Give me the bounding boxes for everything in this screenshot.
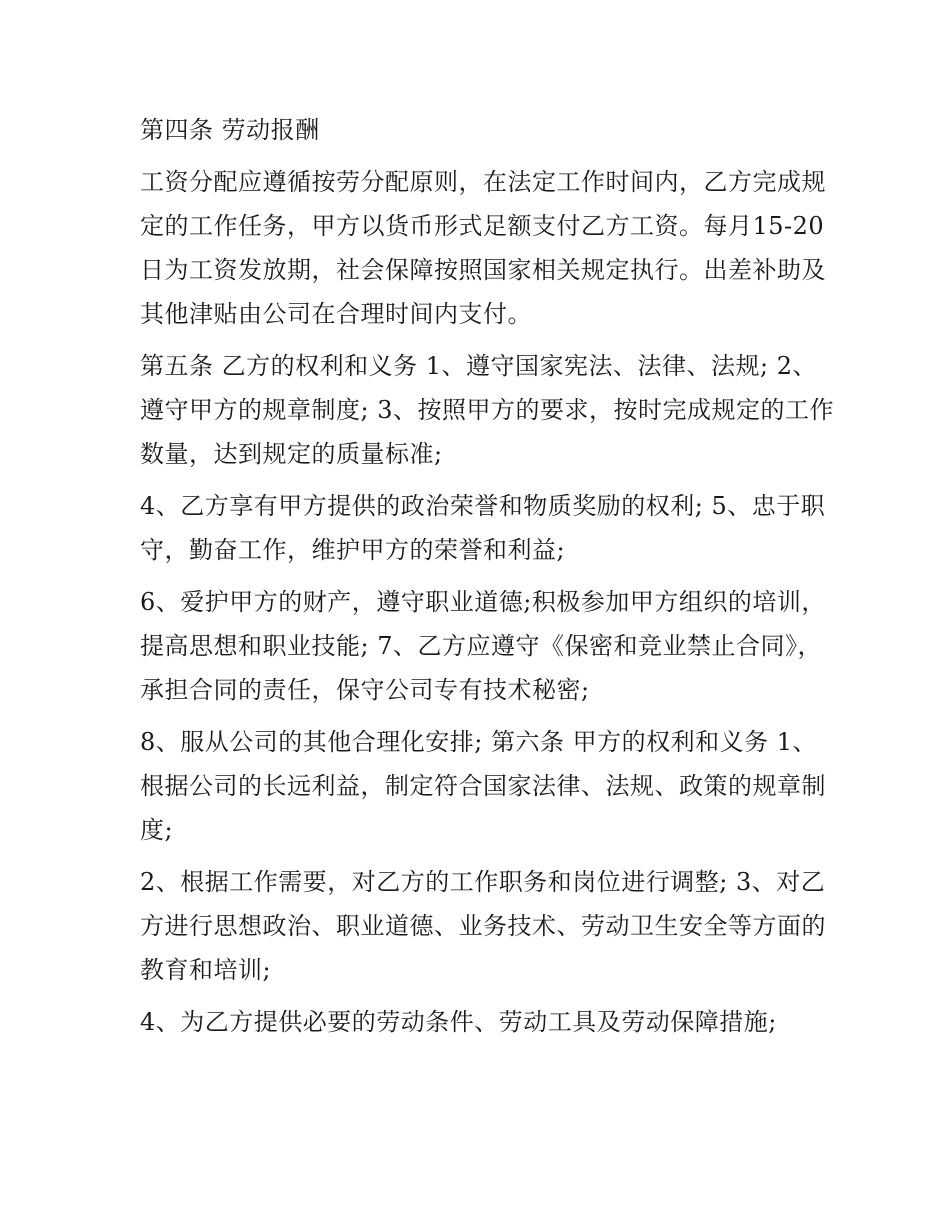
- paragraph: 4、为乙方提供必要的劳动条件、劳动工具及劳动保障措施;: [140, 1008, 777, 1036]
- paragraph: 8、服从公司的其他合理化安排; 第六条 甲方的权利和义务 1、根据公司的长远利益，制定符合国家法律、法规、政策的规章制度;: [140, 728, 826, 844]
- paragraph: 4、乙方享有甲方提供的政治荣誉和物质奖励的权利; 5、忠于职守，勤奋工作，维护甲方的荣誉和利益;: [140, 492, 826, 564]
- article-heading: 第四条 劳动报酬: [140, 116, 320, 144]
- paragraph: 第五条 乙方的权利和义务 1、遵守国家宪法、法律、法规; 2、遵守甲方的规章制度; 3、按照甲方的要求，按时完成规定的工作数量，达到规定的质量标准;: [140, 352, 834, 468]
- document-page: [140, 108, 840, 1052]
- paragraph: 工资分配应遵循按劳分配原则，在法定工作时间内，乙方完成规定的工作任务，甲方以货币形式足额支付乙方工资。每月15-20 日为工资发放期，社会保障按照国家相关规定执行。出差补助及其他津贴由公司在合理时间内支付。: [140, 168, 826, 328]
- paragraph: 2、根据工作需要，对乙方的工作职务和岗位进行调整; 3、对乙方进行思想政治、职业道德、业务技术、劳动卫生安全等方面的教育和培训;: [140, 868, 826, 984]
- paragraph: 6、爱护甲方的财产，遵守职业道德;积极参加甲方组织的培训，提高思想和职业技能; 7、乙方应遵守《保密和竞业禁止合同》，承担合同的责任，保守公司专有技术秘密;: [140, 588, 826, 704]
